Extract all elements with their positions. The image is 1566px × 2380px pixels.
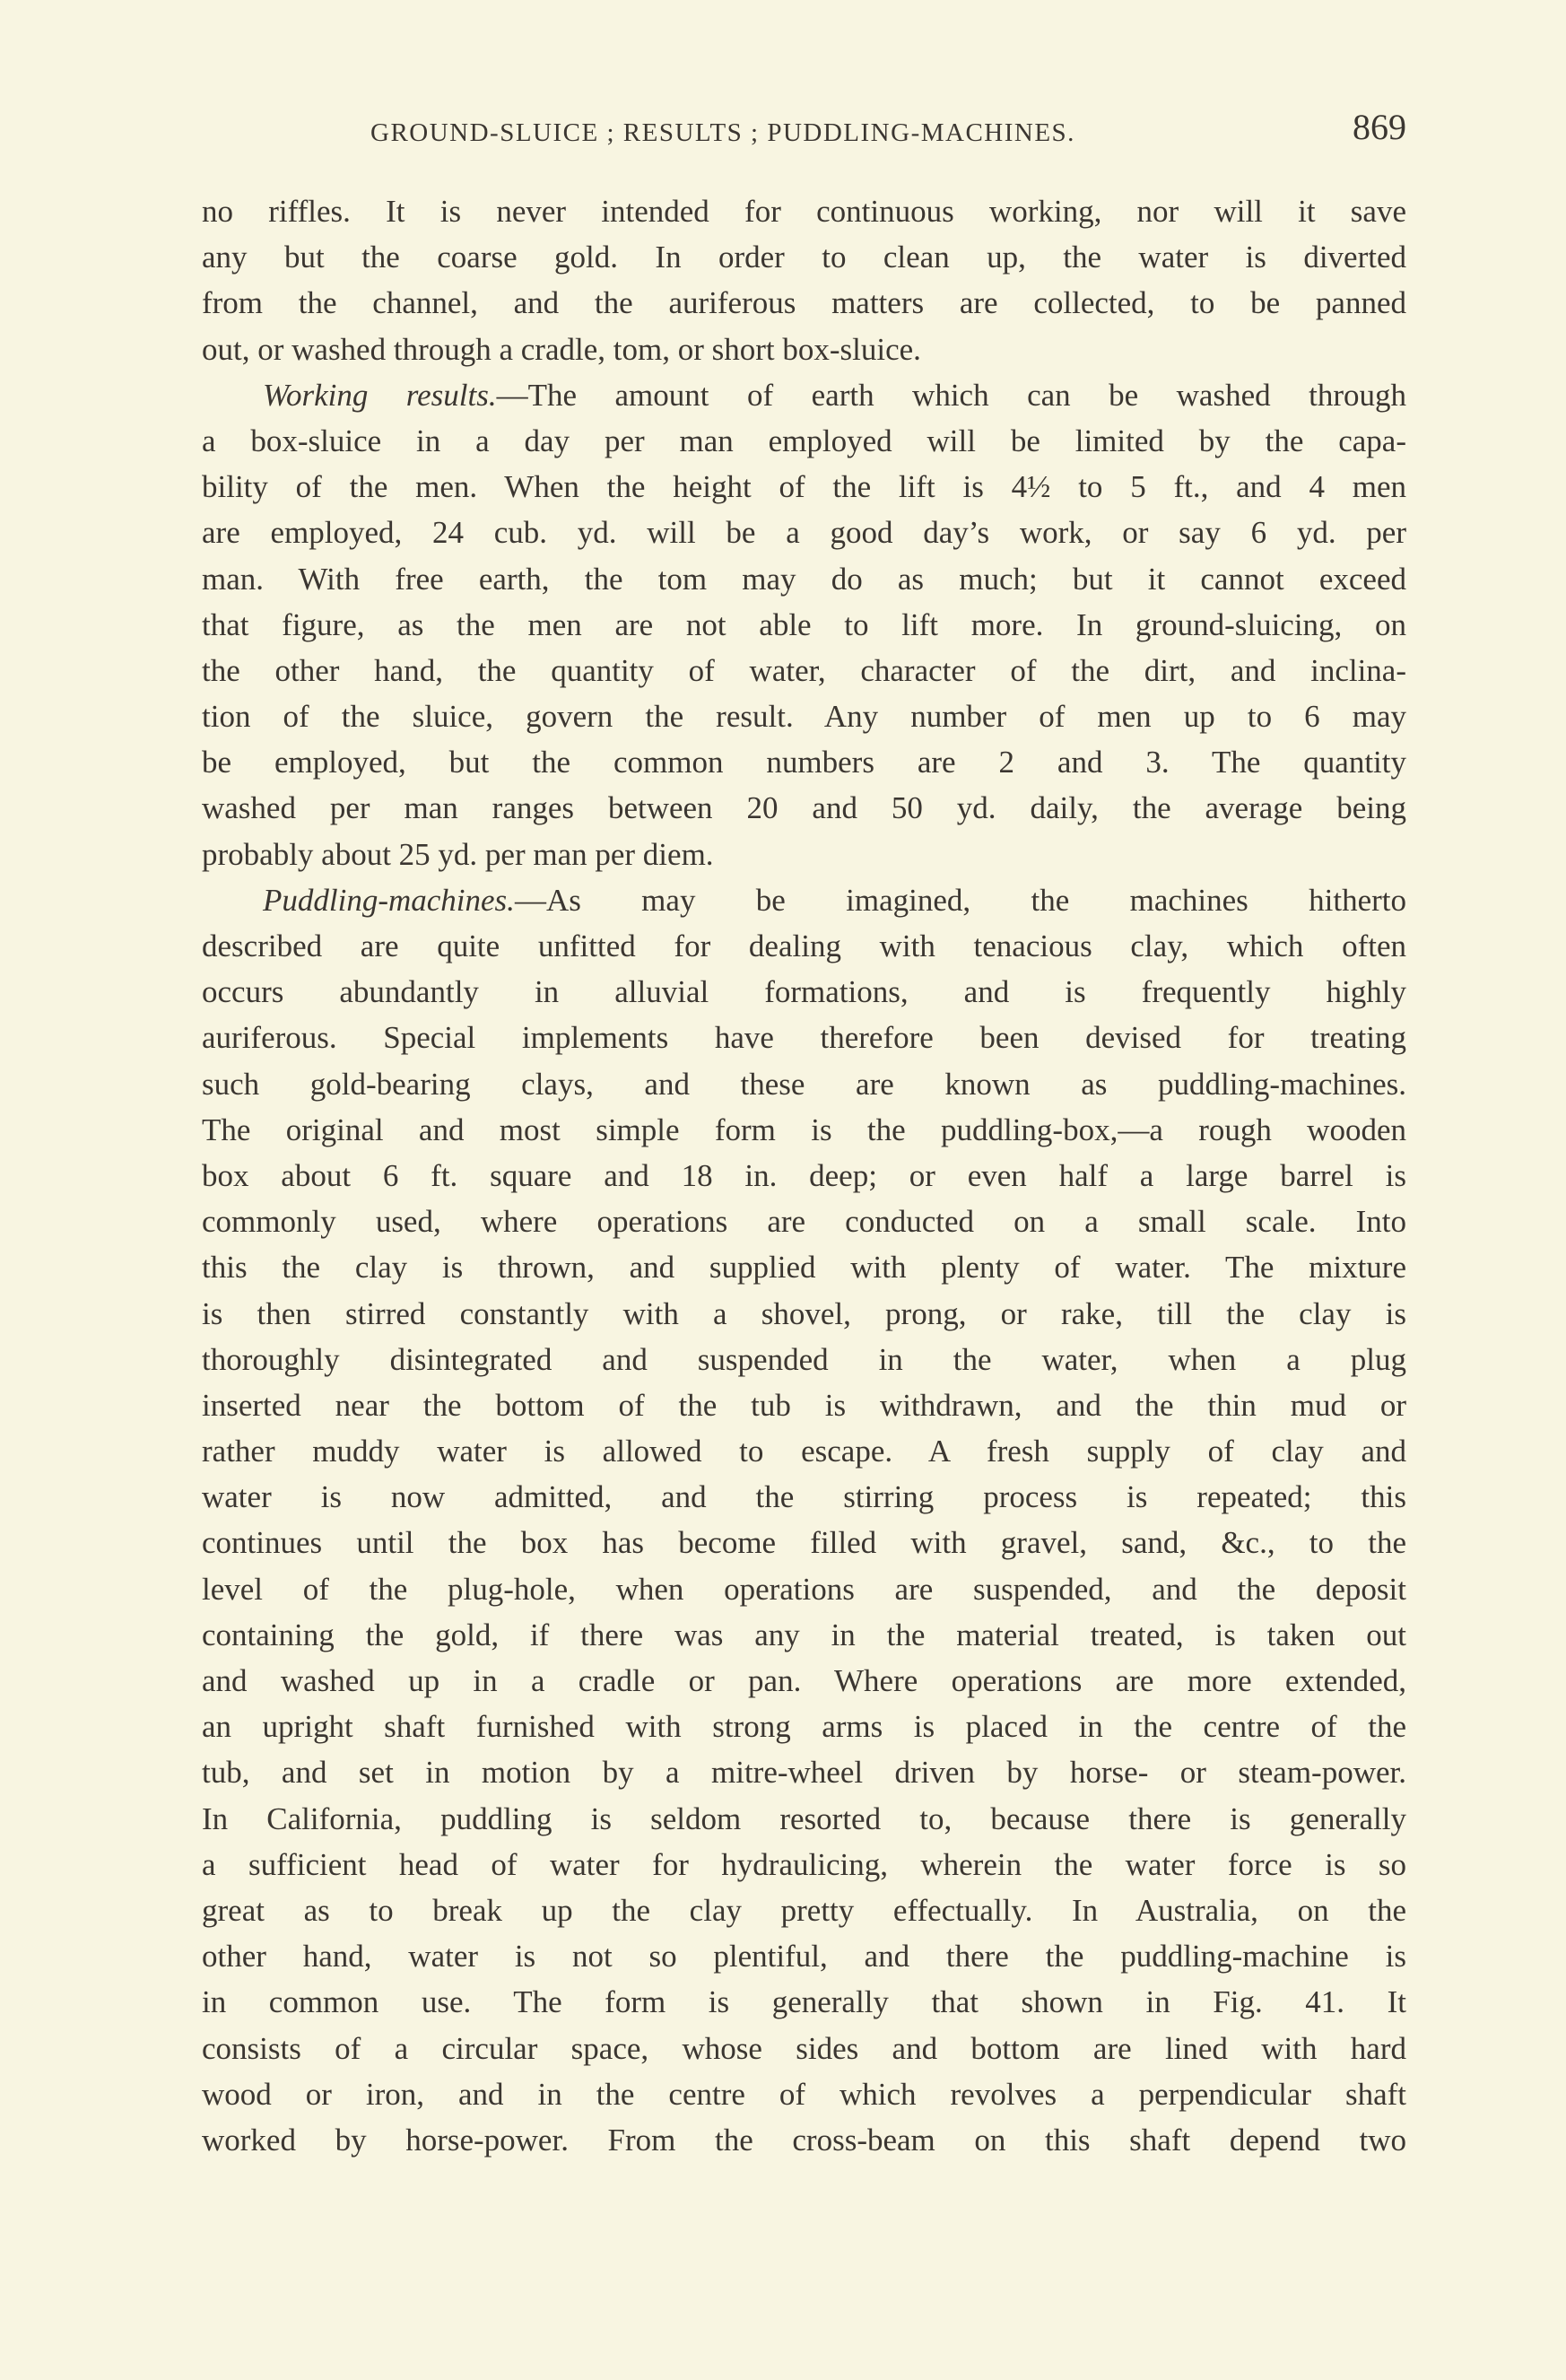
text-line — [202, 2026, 1406, 2071]
text-line — [202, 1337, 1406, 1382]
line-text: thoroughly disintegrated and suspended in the water, when a plug — [202, 1341, 1406, 1377]
line-text: commonly used, where operations are conducted on a small scale. Into — [202, 1204, 1406, 1240]
text-line — [202, 1520, 1406, 1565]
text-line — [202, 418, 1406, 464]
text-line — [202, 739, 1406, 785]
text-line — [202, 1061, 1406, 1107]
italic-run-in-heading: Working results. — [263, 377, 497, 413]
text-line — [202, 1796, 1406, 1842]
line-text: In California, puddling is seldom resorted to, because there is generally — [202, 1800, 1406, 1836]
text-line — [202, 785, 1406, 831]
line-text: in common use. The form is generally that shown in Fig. 41. It — [202, 1984, 1406, 2020]
text-line — [202, 2117, 1406, 2163]
text-line — [202, 327, 1406, 372]
line-text: and washed up in a cradle or pan. Where operations are more extended, — [202, 1663, 1406, 1698]
line-text: such gold-bearing clays, and these are known as puddling-machines. — [202, 1066, 1406, 1102]
line-text: containing the gold, if there was any in the material treated, is taken out — [202, 1617, 1406, 1652]
text-line — [202, 280, 1406, 326]
line-text: an upright shaft furnished with strong arms is placed in the centre of the — [202, 1709, 1406, 1745]
text-line — [202, 1382, 1406, 1428]
text-line — [202, 372, 1406, 418]
text-line — [202, 1107, 1406, 1153]
text-line — [202, 464, 1406, 510]
line-text: is then stirred constantly with a shovel, prong, or rake, till the clay is — [202, 1295, 1406, 1331]
line-text: continues until the box has become filled with gravel, sand, &c., to the — [202, 1525, 1406, 1561]
line-text: great as to break up the clay pretty effectually. In Australia, on the — [202, 1892, 1406, 1928]
running-head: GROUND-SLUICE ; RESULTS ; PUDDLING-MACHINES. — [370, 118, 1075, 147]
line-text: wood or iron, and in the centre of which revolves a perpendicular shaft — [202, 2076, 1406, 2112]
line-text: tion of the sluice, govern the result. Any number of men up to 6 may — [202, 699, 1406, 735]
text-line — [202, 648, 1406, 693]
text-line — [202, 1979, 1406, 2025]
line-text: this the clay is thrown, and supplied with plenty of water. The mixture — [202, 1250, 1406, 1286]
line-text: other hand, water is not so plentiful, and there the puddling-machine is — [202, 1939, 1406, 1975]
line-text: probably about 25 yd. per man per diem. — [202, 836, 714, 872]
text-line — [202, 1291, 1406, 1337]
line-text: consists of a circular space, whose sides and bottom are lined with hard — [202, 2030, 1406, 2066]
text-line — [202, 510, 1406, 555]
text-line — [202, 188, 1406, 234]
text-line — [202, 234, 1406, 280]
line-text: The original and most simple form is the puddling-box,—a rough wooden — [202, 1112, 1406, 1147]
text-line — [202, 602, 1406, 648]
line-text: —As may be imagined, the machines hitherto — [514, 882, 1406, 918]
line-text: a sufficient head of water for hydraulicing, wherein the water force is so — [202, 1846, 1406, 1882]
text-line — [202, 1015, 1406, 1060]
line-text: rather muddy water is allowed to escape. A fresh supply of clay and — [202, 1434, 1406, 1469]
line-text: described are quite unfitted for dealing with tenacious clay, which often — [202, 928, 1406, 963]
line-text: that figure, as the men are not able to lift more. In ground-sluicing, on — [202, 606, 1406, 642]
text-line — [202, 1612, 1406, 1658]
line-text: level of the plug-hole, when operations are suspended, and the deposit — [202, 1571, 1406, 1607]
line-text: auriferous. Special implements have therefore been devised for treating — [202, 1020, 1406, 1056]
line-text: bility of the men. When the height of the lift is 4½ to 5 ft., and 4 men — [202, 469, 1406, 505]
line-text: any but the coarse gold. In order to clean up, the water is diverted — [202, 240, 1406, 275]
text-line — [202, 832, 1406, 877]
line-text: no riffles. It is never intended for continuous working, nor will it save — [202, 194, 1406, 229]
text-line — [202, 1428, 1406, 1474]
line-text: tub, and set in motion by a mitre-wheel driven by horse- or steam-power. — [202, 1755, 1406, 1791]
text-line — [202, 1749, 1406, 1795]
text-line — [202, 1658, 1406, 1704]
text-line — [202, 877, 1406, 923]
line-text: —The amount of earth which can be washed through — [496, 377, 1406, 413]
line-text: out, or washed through a cradle, tom, or short box-sluice. — [202, 331, 921, 367]
text-line — [202, 1887, 1406, 1933]
text-line — [202, 556, 1406, 602]
line-text: occurs abundantly in alluvial formations, and is frequently highly — [202, 974, 1406, 1010]
line-text: box about 6 ft. square and 18 in. deep; or even half a large barrel is — [202, 1157, 1406, 1193]
line-text: a box-sluice in a day per man employed will be limited by the capa- — [202, 423, 1406, 458]
line-text: inserted near the bottom of the tub is withdrawn, and the thin mud or — [202, 1387, 1406, 1423]
line-text: from the channel, and the auriferous matters are collected, to be panned — [202, 285, 1406, 321]
text-line — [202, 923, 1406, 969]
line-text: water is now admitted, and the stirring process is repeated; this — [202, 1479, 1406, 1515]
line-text: washed per man ranges between 20 and 50 yd. daily, the average being — [202, 790, 1406, 826]
line-text: be employed, but the common numbers are 2 and 3. The quantity — [202, 745, 1406, 780]
text-line — [202, 1153, 1406, 1199]
text-line — [202, 1199, 1406, 1244]
line-text: are employed, 24 cub. yd. will be a good day’s work, or say 6 yd. per — [202, 515, 1406, 551]
text-line — [202, 1704, 1406, 1749]
page-header — [202, 106, 1406, 151]
body-text — [202, 188, 1406, 2163]
line-text: worked by horse-power. From the cross-beam on this shaft depend two — [202, 2122, 1406, 2158]
line-text: the other hand, the quantity of water, character of the dirt, and inclina- — [202, 652, 1406, 688]
text-line — [202, 1933, 1406, 1979]
text-line — [202, 1244, 1406, 1290]
page-number: 869 — [1353, 107, 1406, 147]
italic-run-in-heading: Puddling-machines. — [263, 882, 515, 918]
text-line — [202, 1566, 1406, 1612]
text-line — [202, 1842, 1406, 1887]
text-line — [202, 693, 1406, 739]
text-line — [202, 969, 1406, 1015]
text-line — [202, 2071, 1406, 2117]
line-text: man. With free earth, the tom may do as much; but it cannot exceed — [202, 561, 1406, 597]
text-line — [202, 1474, 1406, 1520]
